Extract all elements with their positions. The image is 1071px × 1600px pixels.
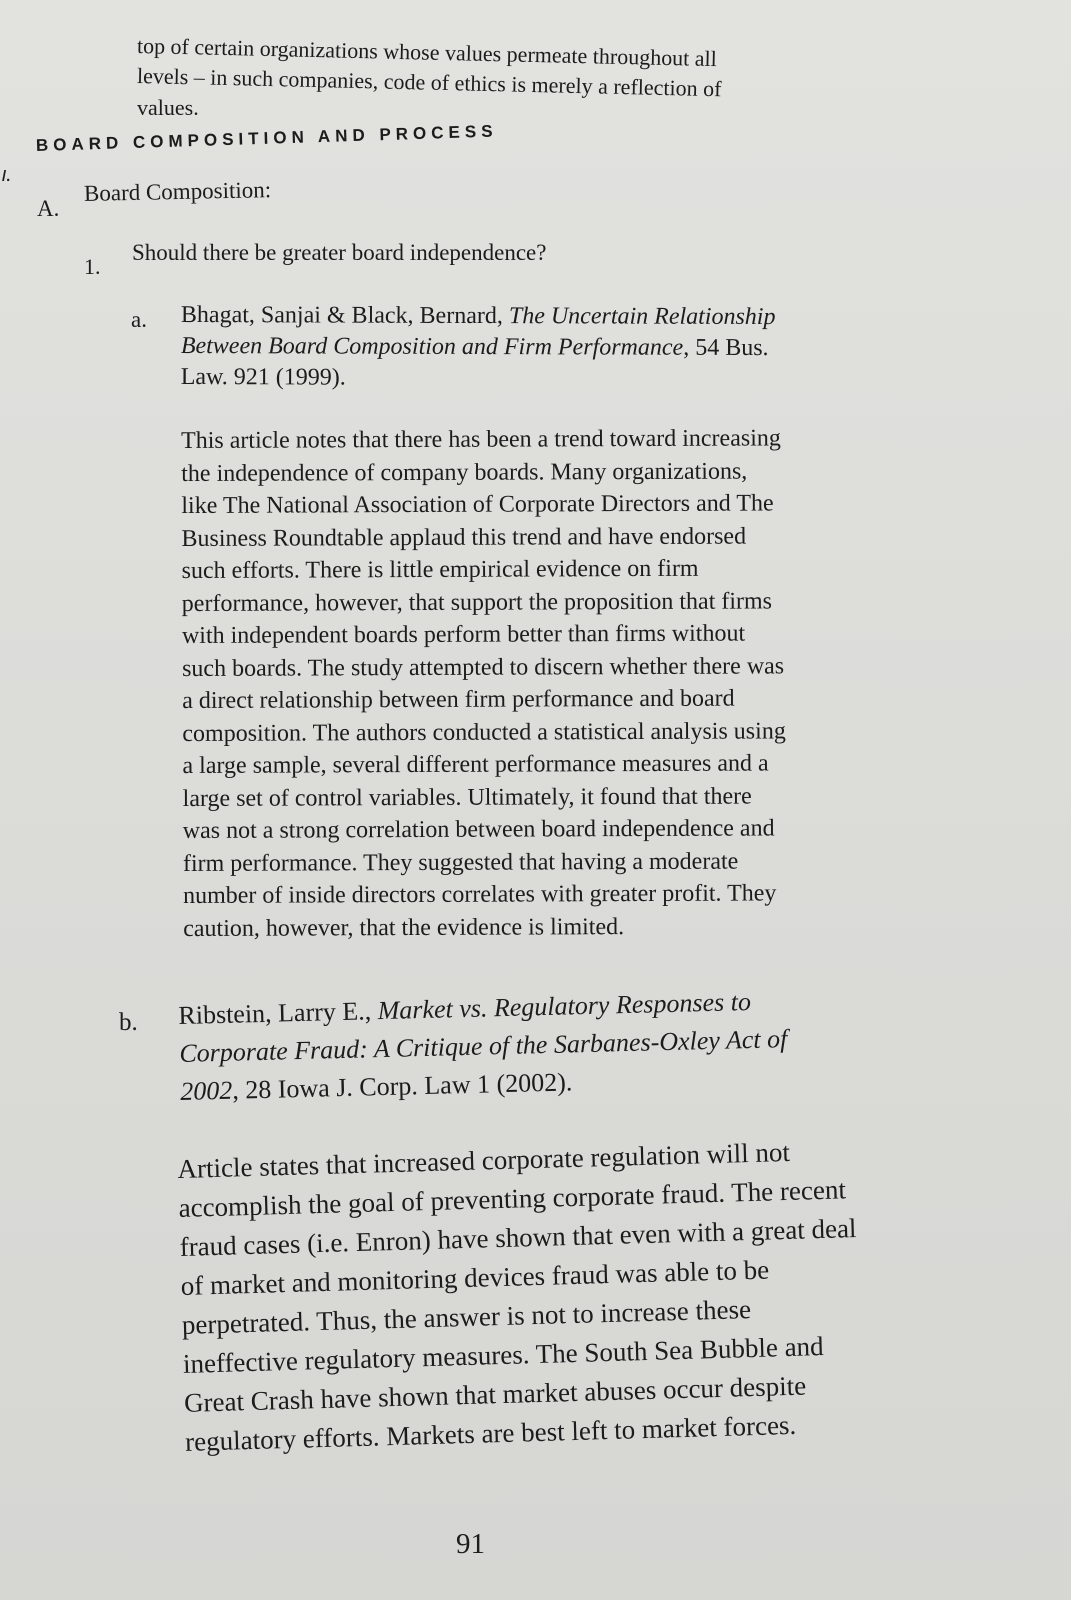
section-heading: BOARD COMPOSITION AND PROCESS [35,121,498,155]
citation-source: Law. 921 (1999). [180,363,346,391]
summary-line: Article states that increased corporate regulation will not [177,1136,791,1184]
question-text: Should there be greater board independence? [132,240,547,265]
summary-line: such efforts. There is little empirical evidence on firm [181,555,699,584]
summary-line: fraud cases (i.e. Enron) have shown that even with a great deal [179,1213,857,1262]
item-a-marker: a. [131,307,147,332]
summary-line: such boards. The study attempted to discern whether there was [182,652,785,682]
citation-title: Corporate Fraud: A Critique of the Sarbanes-Oxley Act of [179,1024,788,1068]
section-number: /. [2,168,11,185]
summary-line: large set of control variables. Ultimately, it found that there [182,783,752,812]
summary-line: perpetrated. Thus, the answer is not to increase these [181,1294,752,1340]
summary-line: caution, however, that the evidence is limited. [183,913,625,942]
summary-line: of market and monitoring devices fraud was able to be [180,1254,770,1301]
summary-line: with independent boards perform better than firms without [181,620,746,649]
summary-line: like The National Association of Corporate Directors and The [181,490,774,519]
citation-title: The Uncertain Relationship [508,303,776,331]
summary-line: a direct relationship between firm performance and board [182,685,735,714]
intro-line: levels – in such companies, code of ethics is merely a reflection of [136,63,722,102]
reference-line [181,300,776,333]
citation-title: Market vs. Regulatory Responses to [377,987,752,1026]
reference-line [181,331,776,364]
citation-source: , 28 Iowa J. Corp. Law 1 (2002). [231,1067,573,1105]
intro-line: values. [137,95,199,120]
citation-title: Between Board Composition and Firm Performance [180,332,684,361]
summary-line: regulatory efforts. Markets are best left to market forces. [184,1409,797,1457]
subsection-marker: A. [37,196,60,221]
summary-line: number of inside directors correlates with greater profit. They [182,880,777,909]
summary-line: was not a strong correlation between board independence and [182,815,775,844]
citation-authors: Ribstein, Larry E., [178,996,379,1030]
summary-line: the independence of company boards. Many organizations, [181,458,748,487]
summary-line: accomplish the goal of preventing corporate fraud. The recent [178,1174,847,1223]
reference-line [181,362,776,395]
item-a-reference [181,300,776,395]
intro-line: top of certain organizations whose values permeate throughout all [136,33,718,72]
subsection-title: Board Composition: [83,177,272,206]
citation-authors: Bhagat, Sanjai & Black, Bernard, [180,302,509,330]
summary-line: This article notes that there has been a trend toward increasing [181,425,781,454]
summary-line: Great Crash have shown that market abuses occur despite [183,1370,807,1418]
summary-line: a large sample, several different performance measures and a [182,750,769,779]
summary-line: firm performance. They suggested that having a moderate [182,848,739,877]
question-marker: 1. [84,254,101,279]
item-b-reference [178,982,789,1111]
citation-source: , 54 Bus. [683,334,769,362]
summary-line: composition. The authors conducted a statistical analysis using [182,717,786,747]
citation-title: 2002 [179,1075,233,1106]
item-a-summary [181,422,787,945]
summary-line: Business Roundtable applaud this trend and have endorsed [181,523,747,552]
summary-line: performance, however, that support the proposition that firms [181,587,773,617]
item-b-marker: b. [119,1009,138,1036]
page-number: 91 [456,1528,485,1560]
item-b-summary [177,1131,862,1462]
summary-line: ineffective regulatory measures. The South Sea Bubble and [182,1331,824,1379]
